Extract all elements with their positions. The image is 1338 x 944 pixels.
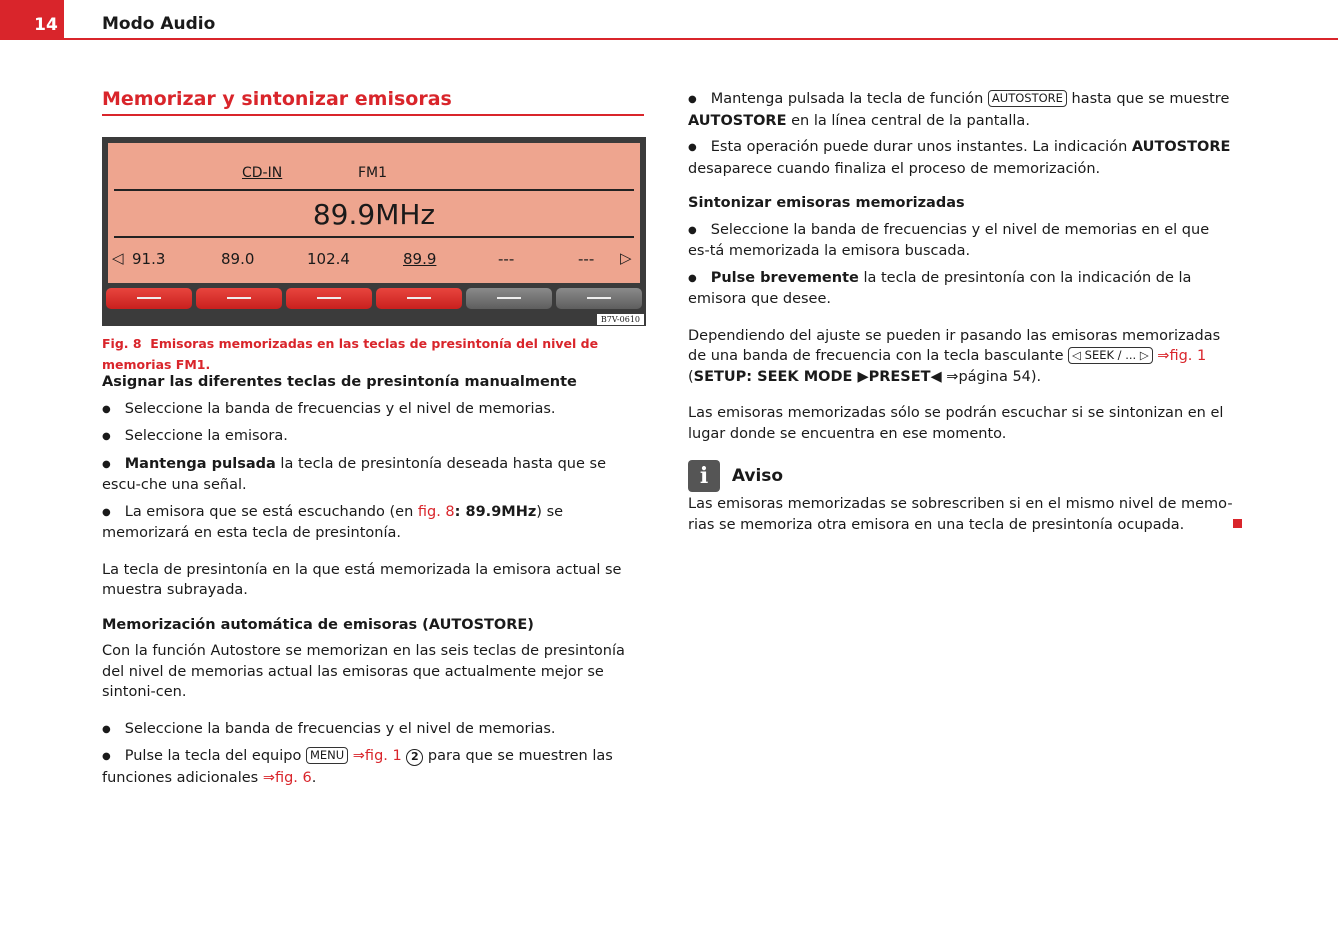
frequency-display: 89.9MHz bbox=[312, 198, 436, 231]
page-title: Memorizar y sintonizar emisoras bbox=[102, 89, 644, 116]
preset-5: --- bbox=[498, 250, 515, 268]
end-marker bbox=[1233, 519, 1242, 528]
right-column bbox=[688, 89, 1233, 535]
seek-key: ◁ SEEK / ... ▷ bbox=[1068, 347, 1153, 364]
fig-link[interactable]: ⇒fig. 1 bbox=[1157, 348, 1207, 364]
subheading-manual: Asignar las diferentes teclas de presintonía manualmente bbox=[102, 374, 577, 390]
preset-button-4 bbox=[376, 288, 462, 309]
list-item: ● Seleccione la emisora. bbox=[102, 426, 644, 448]
paragraph: Las emisoras memorizadas sólo se podrán escuchar si se sintonizan en el lugar donde se encuentra en ese momento. bbox=[688, 405, 1224, 442]
source-label: CD-IN bbox=[242, 165, 283, 181]
preset-button-3 bbox=[286, 288, 372, 309]
list-item: ● Mantenga pulsada la tecla de función AUTOSTORE hasta que se muestre AUTOSTORE en la línea central de la pantalla. bbox=[688, 89, 1233, 131]
list-item: ● Pulse brevemente la tecla de presintonía con la indicación de la emisora que desee. bbox=[688, 268, 1233, 310]
list-item: ● Seleccione la banda de frecuencias y el nivel de memorias. bbox=[102, 719, 644, 741]
preset-3: 102.4 bbox=[307, 250, 350, 268]
preset-button-1 bbox=[106, 288, 192, 309]
page-number: 14 bbox=[0, 0, 64, 40]
fig-link[interactable]: ⇒fig. 6 bbox=[262, 769, 312, 786]
left-column bbox=[102, 372, 644, 788]
subheading-autostore: Memorización automática de emisoras (AUTOSTORE) bbox=[102, 616, 534, 633]
preset-4: 89.9 bbox=[403, 250, 437, 268]
band-label: FM1 bbox=[358, 165, 388, 181]
list-item: ● Seleccione la banda de frecuencias y el nivel de memorias en el que es-tá memorizada la emisora buscada. bbox=[688, 220, 1233, 262]
fig-link[interactable]: fig. 8 bbox=[417, 503, 455, 520]
menu-key: MENU bbox=[306, 747, 348, 764]
figure-code: B7V-0610 bbox=[597, 314, 644, 325]
list-item: ● Seleccione la banda de frecuencias y el nivel de memorias. bbox=[102, 399, 644, 421]
notice-heading: i Aviso bbox=[688, 460, 1233, 492]
callout-number: 2 bbox=[406, 749, 423, 766]
preset-button-6 bbox=[556, 288, 642, 309]
next-arrow-icon: ▷ bbox=[620, 249, 632, 267]
radio-screen bbox=[108, 143, 640, 283]
paragraph: Con la función Autostore se memorizan en las seis teclas de presintonía del nivel de memorias actual las emisoras que actualmente mejor se sintoni-cen. bbox=[102, 643, 625, 700]
preset-2: 89.0 bbox=[221, 250, 255, 268]
header-rule bbox=[64, 38, 1338, 40]
notice-text: Las emisoras memorizadas se sobrescriben si en el mismo nivel de memo-rias se memoriza otra emisora en una tecla de presintonía ocupada. bbox=[688, 496, 1233, 533]
preset-6: --- bbox=[578, 250, 595, 268]
list-item: ● Pulse la tecla del equipo MENU ⇒fig. 1 2 para que se muestren las funciones adicionales ⇒fig. 6. bbox=[102, 746, 644, 788]
info-icon: i bbox=[688, 460, 720, 492]
autostore-key: AUTOSTORE bbox=[988, 90, 1067, 107]
list-item: ● Mantenga pulsada la tecla de presintonía deseada hasta que se escu-che una señal. bbox=[102, 454, 644, 496]
list-item: ● Esta operación puede durar unos instantes. La indicación AUTOSTORE desaparece cuando finaliza el proceso de memorización. bbox=[688, 137, 1233, 179]
prev-arrow-icon: ◁ bbox=[112, 249, 124, 267]
paragraph: La tecla de presintonía en la que está memorizada la emisora actual se muestra subrayada. bbox=[102, 561, 622, 598]
paragraph: Dependiendo del ajuste se pueden ir pasando las emisoras memorizadas de una banda de frecuencia con la tecla basculante ◁ SEEK / ... ▷ ⇒fig. 1 (SETUP: SEEK MODE ▶PRESET◀ ⇒página 54). bbox=[688, 327, 1221, 385]
preset-1: 91.3 bbox=[132, 250, 166, 268]
figure-caption: Fig. 8 Emisoras memorizadas en las teclas de presintonía del nivel de memorias FM1. bbox=[102, 336, 599, 372]
preset-button-2 bbox=[196, 288, 282, 309]
section-title: Modo Audio bbox=[102, 14, 216, 34]
fig-link[interactable]: ⇒fig. 1 bbox=[352, 748, 402, 764]
list-item: ● La emisora que se está escuchando (en fig. 8: 89.9MHz) se memorizará en esta tecla de presintonía. bbox=[102, 502, 644, 544]
preset-button-5 bbox=[466, 288, 552, 309]
subheading-tune: Sintonizar emisoras memorizadas bbox=[688, 195, 965, 211]
radio-display-figure bbox=[102, 137, 646, 326]
